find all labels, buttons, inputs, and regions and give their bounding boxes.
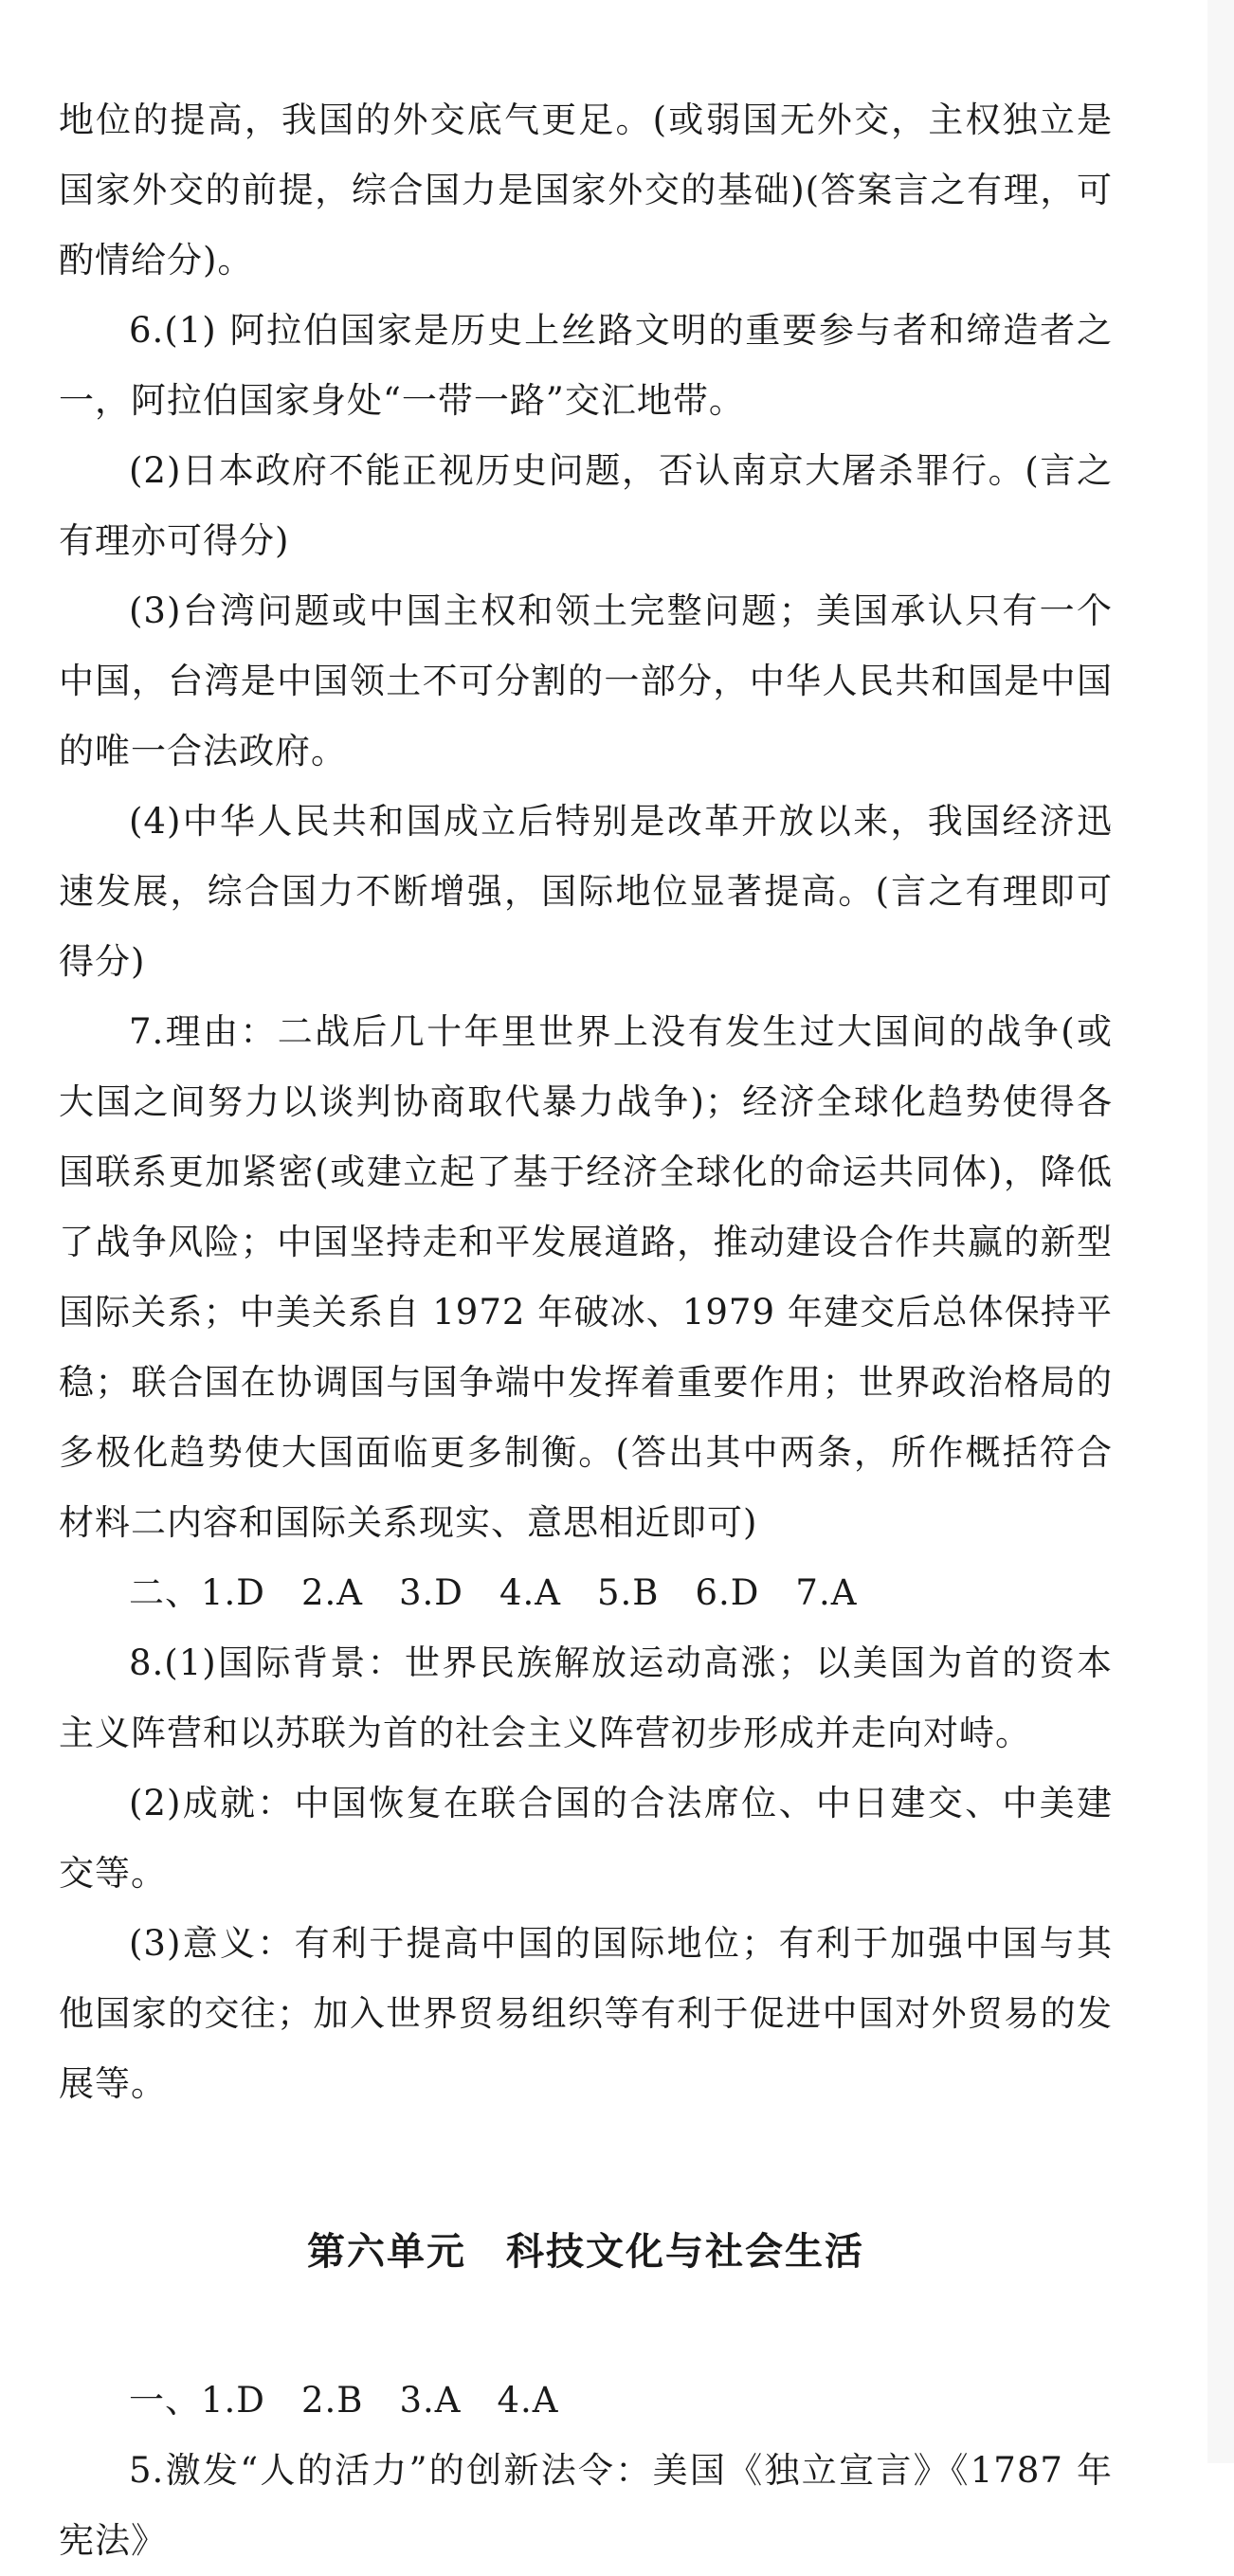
- answer-8-3: (3)意义：有利于提高中国的国际地位；有利于加强中国与其他国家的交往；加入世界贸易组织等有利于促进中国对外贸易的发展等。: [59, 1923, 1113, 2104]
- answer-6-2: (2)日本政府不能正视历史问题，否认南京大屠杀罪行。(言之有理亦可得分): [59, 450, 1113, 561]
- answer-8-2: (2)成就：中国恢复在联合国的合法席位、中日建交、中美建交等。: [59, 1783, 1113, 1894]
- answer-8-1: 8.(1)国际背景：世界民族解放运动高涨；以美国为首的资本主义阵营和以苏联为首的社会主义阵营初步形成并走向对峙。: [59, 1642, 1113, 1753]
- page-edge: [1207, 0, 1234, 2463]
- choice-answers-part1: 一、1.D 2.B 3.A 4.A: [129, 2380, 559, 2421]
- paragraph-continued: 地位的提高，我国的外交底气更足。(或弱国无外交，主权独立是国家外交的前提，综合国力是国家外交的基础)(答案言之有理，可酌情给分)。: [59, 100, 1113, 281]
- answer-7: 7.理由：二战后几十年里世界上没有发生过大国间的战争(或大国之间努力以谈判协商取代暴力战争)；经济全球化趋势使得各国联系更加紧密(或建立起了基于经济全球化的命运共同体)，降低了战争风险；中国坚持走和平发展道路，推动建设合作共赢的新型国际关系；中美关系自 1972 年破冰、1979 年建交后总体保持平稳；联合国在协调国与国争端中发挥着重要作用；世界政治格局的多极化趋势使大国面临更多制衡。(答出其中两条，所作概括符合材料二内容和国际关系现实、意思相近即可): [59, 1011, 1113, 1543]
- choice-answers-part2: 二、1.D 2.A 3.D 4.A 5.B 6.D 7.A: [129, 1572, 858, 1613]
- answer-5: 5.激发“人的活力”的创新法令：美国《独立宣言》《1787 年宪法》: [59, 2450, 1113, 2561]
- answer-content: [59, 85, 1113, 2576]
- answer-6-3: (3)台湾问题或中国主权和领土完整问题；美国承认只有一个中国，台湾是中国领土不可分割的一部分，中华人民共和国是中国的唯一合法政府。: [59, 590, 1113, 771]
- section-title: 第六单元 科技文化与社会生活: [307, 2230, 864, 2274]
- answer-6-4: (4)中华人民共和国成立后特别是改革开放以来，我国经济迅速发展，综合国力不断增强，国际地位显著提高。(言之有理即可得分): [59, 801, 1113, 982]
- answer-6-1: 6.(1) 阿拉伯国家是历史上丝路文明的重要参与者和缔造者之一，阿拉伯国家身处“一带一路”交汇地带。: [59, 310, 1113, 421]
